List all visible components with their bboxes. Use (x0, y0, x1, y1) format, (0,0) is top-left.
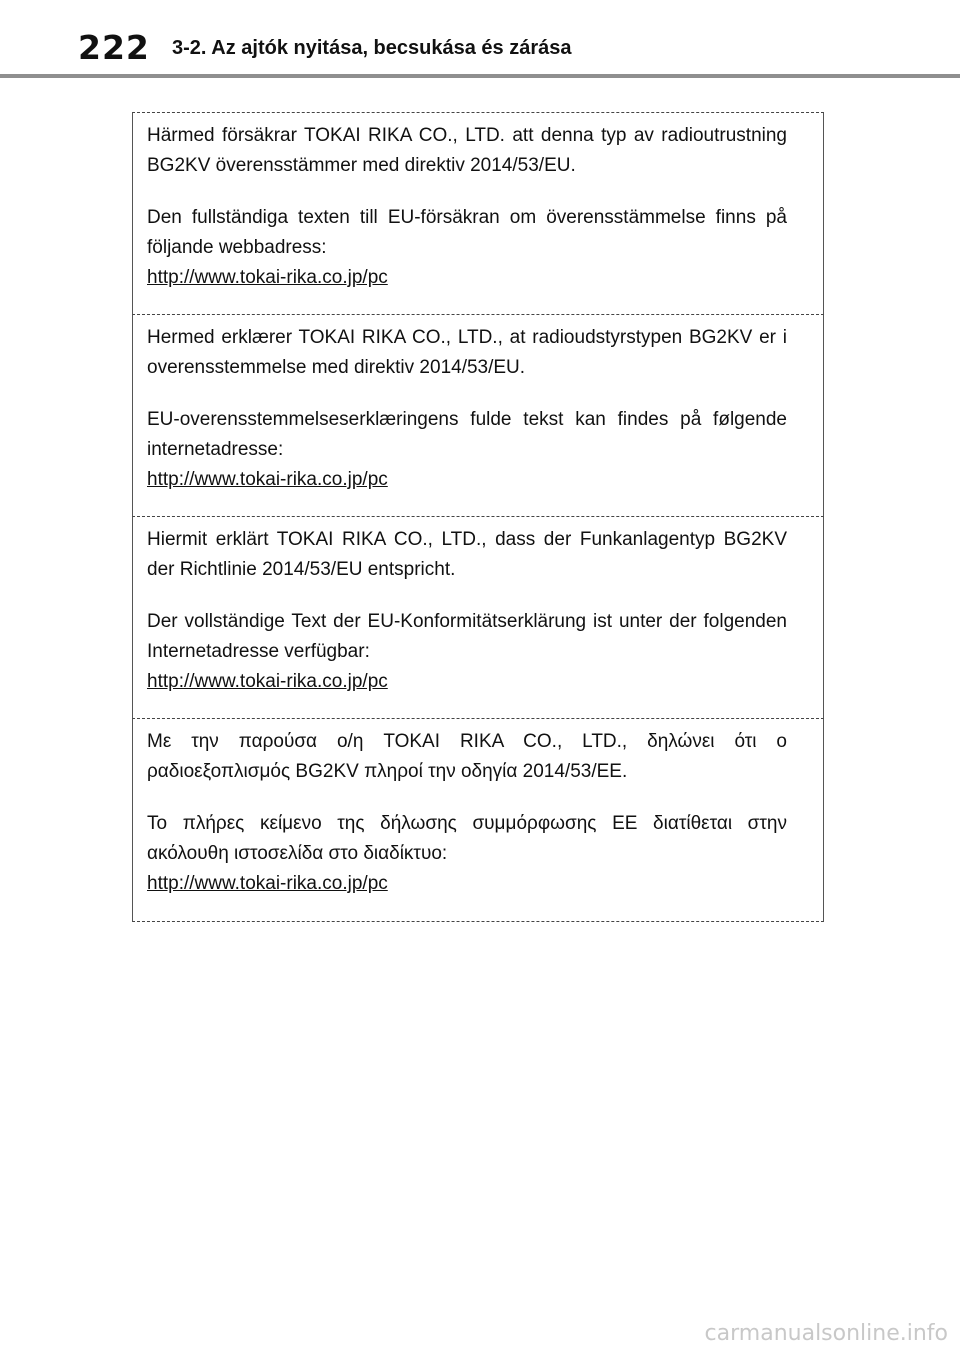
declaration-url-link[interactable]: http://www.tokai-rika.co.jp/pc (147, 671, 388, 692)
declaration-text: Hiermit erklärt TOKAI RIKA CO., LTD., dass der Funkanlagentyp BG2KV der Richtlinie 2014/53/EU entspricht. (147, 529, 787, 580)
declaration-text: Με την παρούσα ο/η TOKAI RIKA CO., LTD., δηλώνει ότι ο ραδιοεξοπλισμός BG2KV πληροί την οδηγία 2014/53/ΕΕ. (147, 731, 787, 782)
declaration-box-danish (132, 314, 824, 516)
declaration-url-link[interactable]: http://www.tokai-rika.co.jp/pc (147, 469, 388, 490)
page-header (0, 0, 960, 78)
declaration-box-swedish (132, 112, 824, 314)
declaration-address-text: Το πλήρες κείμενο της δήλωσης συμμόρφωσης ΕΕ διατίθεται στην ακόλουθη ιστοσελίδα στο διαδίκτυο: (147, 813, 787, 864)
declaration-url-link[interactable]: http://www.tokai-rika.co.jp/pc (147, 873, 388, 894)
declaration-url-link[interactable]: http://www.tokai-rika.co.jp/pc (147, 267, 388, 288)
page-number: 222 (78, 28, 150, 67)
declaration-address-text: Den fullständiga texten till EU-försäkran om överensstämmelse finns på följande webbadress: (147, 207, 787, 258)
declaration-box-greek (132, 718, 824, 922)
section-title: 3-2. Az ajtók nyitása, becsukása és zárása (172, 37, 572, 59)
watermark-text: carmanualsonline.info (704, 1321, 948, 1346)
declaration-text: Härmed försäkrar TOKAI RIKA CO., LTD. att denna typ av radioutrustning BG2KV överensstämmer med direktiv 2014/53/EU. (147, 125, 787, 176)
header-divider (0, 74, 960, 78)
declaration-address-text: Der vollständige Text der EU-Konformitätserklärung ist unter der folgenden Internetadresse verfügbar: (147, 611, 787, 662)
declaration-address-text: EU-overensstemmelseserklæringens fulde tekst kan findes på følgende internetadresse: (147, 409, 787, 460)
declaration-box-german (132, 516, 824, 718)
declaration-text: Hermed erklærer TOKAI RIKA CO., LTD., at radioudstyrstypen BG2KV er i overensstemmelse med direktiv 2014/53/EU. (147, 327, 787, 378)
